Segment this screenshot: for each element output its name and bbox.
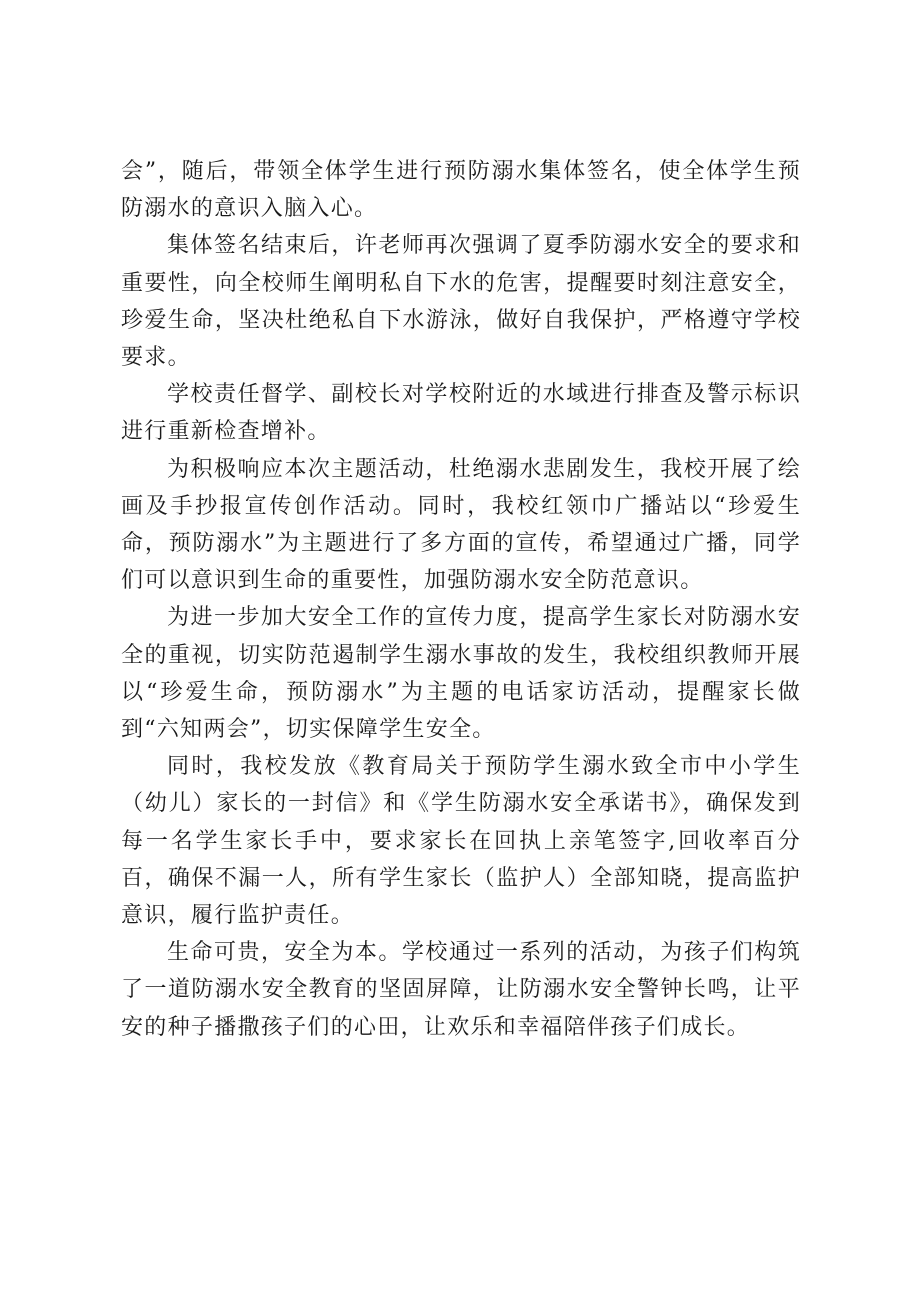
paragraph-signing-emphasis: 集体签名结束后，许老师再次强调了夏季防溺水安全的要求和重要性，向全校师生阐明私自下水的危害，提醒要时刻注意安全，珍爱生命，坚决杜绝私自下水游泳，做好自我保护，严格遵守学校要求。 (121, 233, 801, 371)
paragraph-home-visits: 为进一步加大安全工作的宣传力度，提高学生家长对防溺水安全的重视，切实防范遏制学生溺水事故的发生，我校组织教师开展以“珍爱生命，预防溺水”为主题的电话家访活动，提醒家长做到“六知两会”，切实保障学生安全。 (121, 605, 801, 743)
paragraph-conclusion: 生命可贵，安全为本。学校通过一系列的活动，为孩子们构筑了一道防溺水安全教育的坚固屏障，让防溺水安全警钟长鸣，让平安的种子播撒孩子们的心田，让欢乐和幸福陪伴孩子们成长。 (121, 940, 801, 1040)
paragraph-continuation: 会”，随后，带领全体学生进行预防溺水集体签名，使全体学生预防溺水的意识入脑入心。 (121, 159, 801, 222)
paragraph-parent-letter: 同时，我校发放《教育局关于预防学生溺水致全市中小学生（幼儿）家长的一封信》和《学生防溺水安全承诺书》，确保发到每一名学生家长手中，要求家长在回执上亲笔签字,回收率百分百，确保不漏一人，所有学生家长（监护人）全部知晓，提高监护意识，履行监护责任。 (121, 754, 801, 929)
paragraph-water-inspection: 学校责任督学、副校长对学校附近的水域进行排查及警示标识进行重新检查增补。 (121, 382, 801, 445)
paragraph-publicity-activities: 为积极响应本次主题活动，杜绝溺水悲剧发生，我校开展了绘画及手抄报宣传创作活动。同时，我校红领巾广播站以“珍爱生命，预防溺水”为主题进行了多方面的宣传，希望通过广播，同学们可以意识到生命的重要性，加强防溺水安全防范意识。 (121, 456, 801, 594)
document-body (121, 153, 801, 1046)
